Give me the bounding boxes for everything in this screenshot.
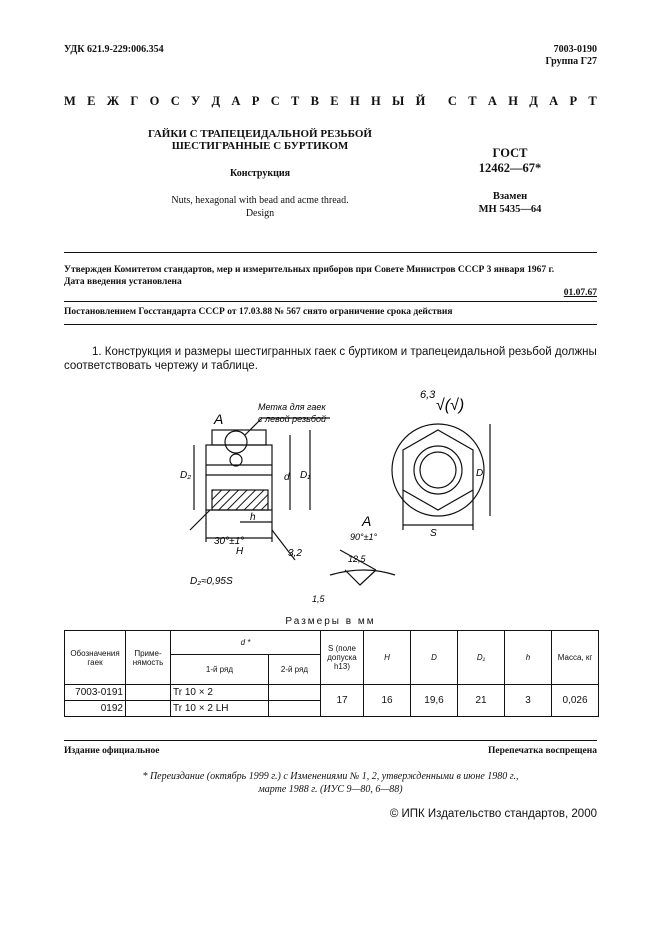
banner-letter: Д: [529, 94, 538, 108]
h-label: h: [250, 512, 256, 523]
banner-letter: Р: [569, 94, 578, 108]
replace-value: МН 5435—64: [478, 204, 542, 215]
interstate-standard-banner: [64, 94, 597, 109]
S-cell: 17: [321, 685, 364, 717]
banner-letter: Т: [588, 94, 597, 108]
divider: [64, 740, 597, 741]
mark-note-line-2: с левой резьбой: [258, 414, 326, 424]
banner-letter: С: [447, 94, 457, 108]
col-h: h: [505, 631, 552, 685]
banner-letter: Е: [330, 94, 339, 108]
banner-letter: Й: [415, 94, 426, 108]
banner-letter: А: [549, 94, 559, 108]
banner-letter: А: [231, 94, 241, 108]
english-title-line-1: Nuts, hexagonal with bead and acme thread.: [171, 195, 349, 206]
banner-letter: Н: [349, 94, 360, 108]
designation-cell: 0192: [65, 701, 126, 717]
banner-letter: В: [310, 94, 319, 108]
banner-letter: Т: [468, 94, 477, 108]
col-mass: Масса, кг: [552, 631, 599, 685]
divider: [64, 301, 597, 302]
banner-letter: Т: [291, 94, 300, 108]
roughness-symbol: √(√): [436, 397, 465, 414]
divider: [64, 324, 597, 325]
divider: [64, 252, 597, 253]
d-row2-cell: [268, 685, 320, 701]
replace-block: [450, 190, 570, 216]
nut-side-view: [190, 418, 330, 560]
S-label: S: [430, 528, 437, 539]
note-cell: [126, 701, 171, 717]
copyright: © ИПК Издательство стандартов, 2000: [389, 808, 597, 820]
decree-text: Постановлением Госстандарта СССР от 17.03.88 № 567 снято ограничение срока действия: [64, 307, 453, 317]
subtitle: Конструкция: [229, 168, 291, 179]
col-H: H: [364, 631, 411, 685]
col-note: Приме-нямость: [126, 631, 171, 685]
footnote-line-2: марте 1988 г. (ИУС 9—80, 6—88): [258, 784, 403, 795]
banner-letter: Д: [211, 94, 221, 108]
D-label: D: [476, 468, 484, 479]
angle-label: 30°±1°: [214, 536, 245, 547]
designation-cell: 7003-0191: [65, 685, 126, 701]
english-title: [120, 194, 400, 220]
d-row1-cell: Tr 10 × 2: [171, 685, 269, 701]
udk-code: УДК 621.9-229:006.354: [64, 44, 164, 55]
document-code: [545, 44, 597, 68]
introduction-date: 01.07.67: [563, 288, 597, 298]
col-S: S (поле допуска h13): [321, 631, 364, 685]
footnote-line-1: * Переиздание (октябрь 1999 г.) с Изменениями № 1, 2, утвержденными в июне 1980 г.,: [142, 771, 519, 782]
banner-letter: Н: [508, 94, 518, 108]
H-cell: 16: [364, 685, 411, 717]
col-D1: D₁: [458, 631, 505, 685]
dim-12-5-label: 12,5: [348, 554, 366, 564]
banner-letter: Г: [130, 94, 139, 108]
roughness-label: 6,3: [420, 389, 436, 401]
col-d: d *: [171, 631, 321, 655]
table-row: [65, 685, 599, 701]
d2-formula-label: D₂≈0,95S: [190, 576, 233, 587]
note-cell: [126, 685, 171, 701]
replace-label: Взамен: [492, 191, 528, 202]
banner-letter: Р: [251, 94, 260, 108]
gost-label: ГОСТ: [492, 146, 528, 160]
dim-1-5-label: 1,5: [312, 594, 325, 604]
banner-letter: С: [270, 94, 280, 108]
col-designation: Обозначения гаек: [65, 631, 126, 685]
banner-letter: Е: [87, 94, 96, 108]
official-edition: Издание официальное: [64, 746, 160, 756]
dimensions-table: [64, 630, 599, 717]
mass-cell: 0,026: [552, 685, 599, 717]
banner-letter: М: [64, 94, 76, 108]
col-D: D: [411, 631, 458, 685]
h-cell: 3: [505, 685, 552, 717]
D1-cell: 21: [458, 685, 505, 717]
col-row-1: 1-й ряд: [171, 655, 269, 685]
banner-letter: Ы: [392, 94, 405, 108]
banner-letter: О: [149, 94, 160, 108]
section-a-label: А: [362, 513, 372, 529]
gost-number: 12462—67*: [478, 161, 542, 175]
view-a-label: А: [214, 411, 224, 427]
col-row-2: 2-й ряд: [268, 655, 320, 685]
reprint-prohibited: Перепечатка воспрещена: [487, 746, 597, 756]
mark-note-line-1: Метка для гаек: [258, 402, 326, 412]
banner-letter: Н: [370, 94, 381, 108]
banner-letter: С: [170, 94, 180, 108]
approval-line-2: Дата введения установлена: [64, 277, 182, 287]
H-label: H: [236, 546, 244, 557]
paragraph-1: 1. Конструкция и размеры шестигранных гаек с буртиком и трапецеидальной резьбой должны соответствовать чертежу и таблице.: [64, 346, 597, 372]
angle-90-label: 90°±1°: [350, 532, 378, 542]
document-title: [120, 128, 400, 152]
d-row2-cell: [268, 701, 320, 717]
technical-drawing: [0, 380, 661, 616]
english-title-line-2: Design: [245, 208, 275, 219]
d-label: d: [284, 472, 290, 483]
group-code: Группа Г27: [545, 56, 597, 67]
d2-label: D₂: [180, 470, 192, 481]
footnote: [64, 770, 597, 796]
approval-line-1: Утвержден Комитетом стандартов, мер и измерительных приборов при Совете Министров СССР 3 января 1967 г.: [64, 265, 555, 275]
title-line-1: ГАЙКИ С ТРАПЕЦЕИДАЛЬНОЙ РЕЗЬБОЙ: [148, 128, 372, 140]
d-row1-cell: Tr 10 × 2 LH: [171, 701, 269, 717]
D-cell: 19,6: [411, 685, 458, 717]
banner-letter: А: [487, 94, 497, 108]
banner-letter: У: [191, 94, 201, 108]
banner-letter: Ж: [106, 94, 120, 108]
title-line-2: ШЕСТИГРАННЫЕ С БУРТИКОМ: [171, 140, 349, 152]
gost-block: [450, 146, 570, 176]
dim-3-2-label: 3,2: [288, 548, 302, 559]
d1-label: D₁: [300, 470, 311, 481]
code-number: 7003-0190: [553, 44, 597, 55]
approval-text: [64, 264, 597, 288]
table-caption: Размеры в мм: [285, 616, 376, 627]
